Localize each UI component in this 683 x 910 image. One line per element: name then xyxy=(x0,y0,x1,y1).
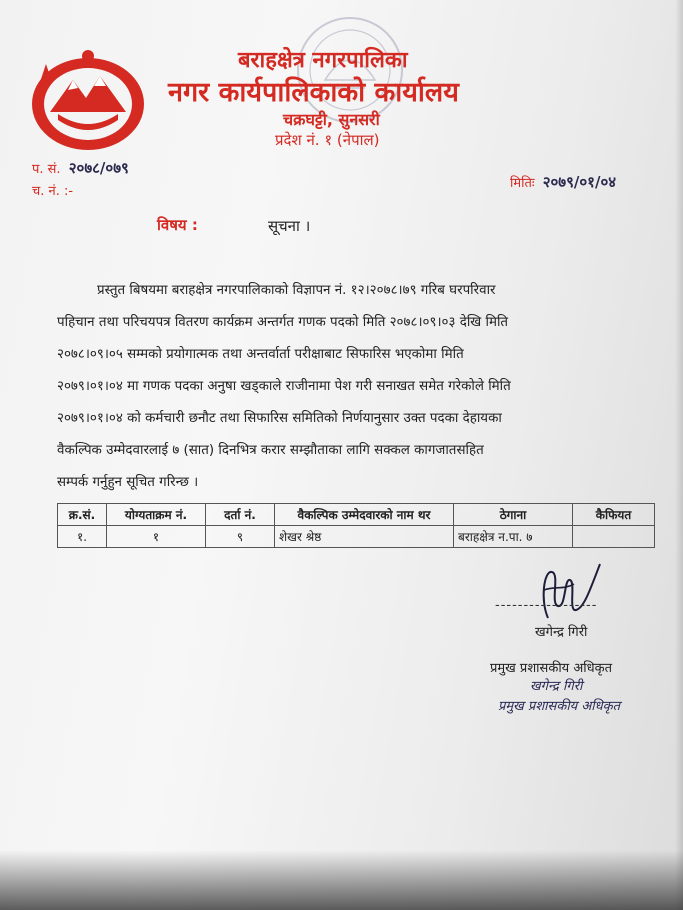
table-header-row xyxy=(58,504,655,526)
cell-remarks xyxy=(573,526,655,548)
cell-address: बराहक्षेत्र न.पा. ७ xyxy=(454,526,573,548)
signatory-title: प्रमुख प्रशासकीय अधिकृत xyxy=(490,661,613,676)
body-line-3: २०७८।०९।०५ सम्मको प्रयोगात्मक तथा अन्तर्वार्ता परीक्षाबाट सिफारिस भएकोमा मिति xyxy=(57,347,464,362)
subject-value: सूचना । xyxy=(268,217,311,235)
candidate-table xyxy=(57,503,655,548)
notice-body xyxy=(57,275,657,499)
nepal-emblem-logo-icon xyxy=(28,42,148,154)
date-value: २०७९/०१/०४ xyxy=(542,173,617,191)
date-row xyxy=(510,172,616,192)
body-line-5: २०७९।०१।०४ को कर्मचारी छनौट तथा सिफारिस समितिको निर्णयानुसार उक्त पदका देहायका xyxy=(57,411,502,426)
cell-serial: १. xyxy=(58,526,107,548)
signature-line: ------------------ xyxy=(495,598,598,613)
dispatch-number-label: च. नं. :- xyxy=(32,184,74,199)
paper-edge-shadow xyxy=(675,0,683,910)
signatory-name: खगेन्द्र गिरी xyxy=(535,625,588,640)
letter-number-row xyxy=(32,158,129,178)
letter-number-label: प. सं. xyxy=(32,162,61,177)
body-line-6: वैकल्पिक उम्मेदवारलाई ७ (सात) दिनभित्र करार सम्झौताका लागि सक्कल कागजातसहित xyxy=(57,443,484,458)
municipality-name: बराहक्षेत्र नगरपालिका xyxy=(238,48,408,73)
cell-candidate-name: शेखर श्रेष्ठ xyxy=(275,526,454,548)
col-address: ठेगाना xyxy=(454,504,573,526)
stamp-name: खगेन्द्र गिरी xyxy=(530,679,583,694)
stamp-title: प्रमुख प्रशासकीय अधिकृत xyxy=(498,699,621,714)
col-remarks: कैफियत xyxy=(573,504,655,526)
province-line: प्रदेश नं. १ (नेपाल) xyxy=(275,131,380,149)
bottom-shadow xyxy=(0,850,683,910)
body-line-1: प्रस्तुत बिषयमा बराहक्षेत्र नगरपालिकाको विज्ञापन नं. १२।२०७८।७९ गरिब घरपरिवार xyxy=(97,283,496,298)
col-serial: क्र.सं. xyxy=(58,504,107,526)
col-merit-rank: योग्यताक्रम नं. xyxy=(107,504,206,526)
col-registration: दर्ता नं. xyxy=(206,504,275,526)
office-name: नगर कार्यपालिकाको कार्यालय xyxy=(168,77,459,108)
cell-registration: ९ xyxy=(206,526,275,548)
table-row xyxy=(58,526,655,548)
letter-number-value: २०७८/०७९ xyxy=(68,159,129,177)
body-line-4: २०७९।०१।०४ मा गणक पदका अनुषा खड्काले राजीनामा पेश गरी सनाखत समेत गरेकोले मिति xyxy=(57,379,511,394)
office-location: चक्रघट्टी, सुनसरी xyxy=(283,110,380,129)
col-candidate-name: वैकल्पिक उम्मेदवारको नाम थर xyxy=(275,504,454,526)
cell-merit-rank: १ xyxy=(107,526,206,548)
body-line-2: पहिचान तथा परिचयपत्र वितरण कार्यक्रम अन्तर्गत गणक पदको मिति २०७८।०९।०३ देखि मिति xyxy=(57,315,509,330)
body-line-7: सम्पर्क गर्नुहुन सूचित गरिन्छ । xyxy=(57,475,199,490)
subject-label: विषय : xyxy=(157,216,198,234)
date-label: मितिः xyxy=(510,176,535,191)
